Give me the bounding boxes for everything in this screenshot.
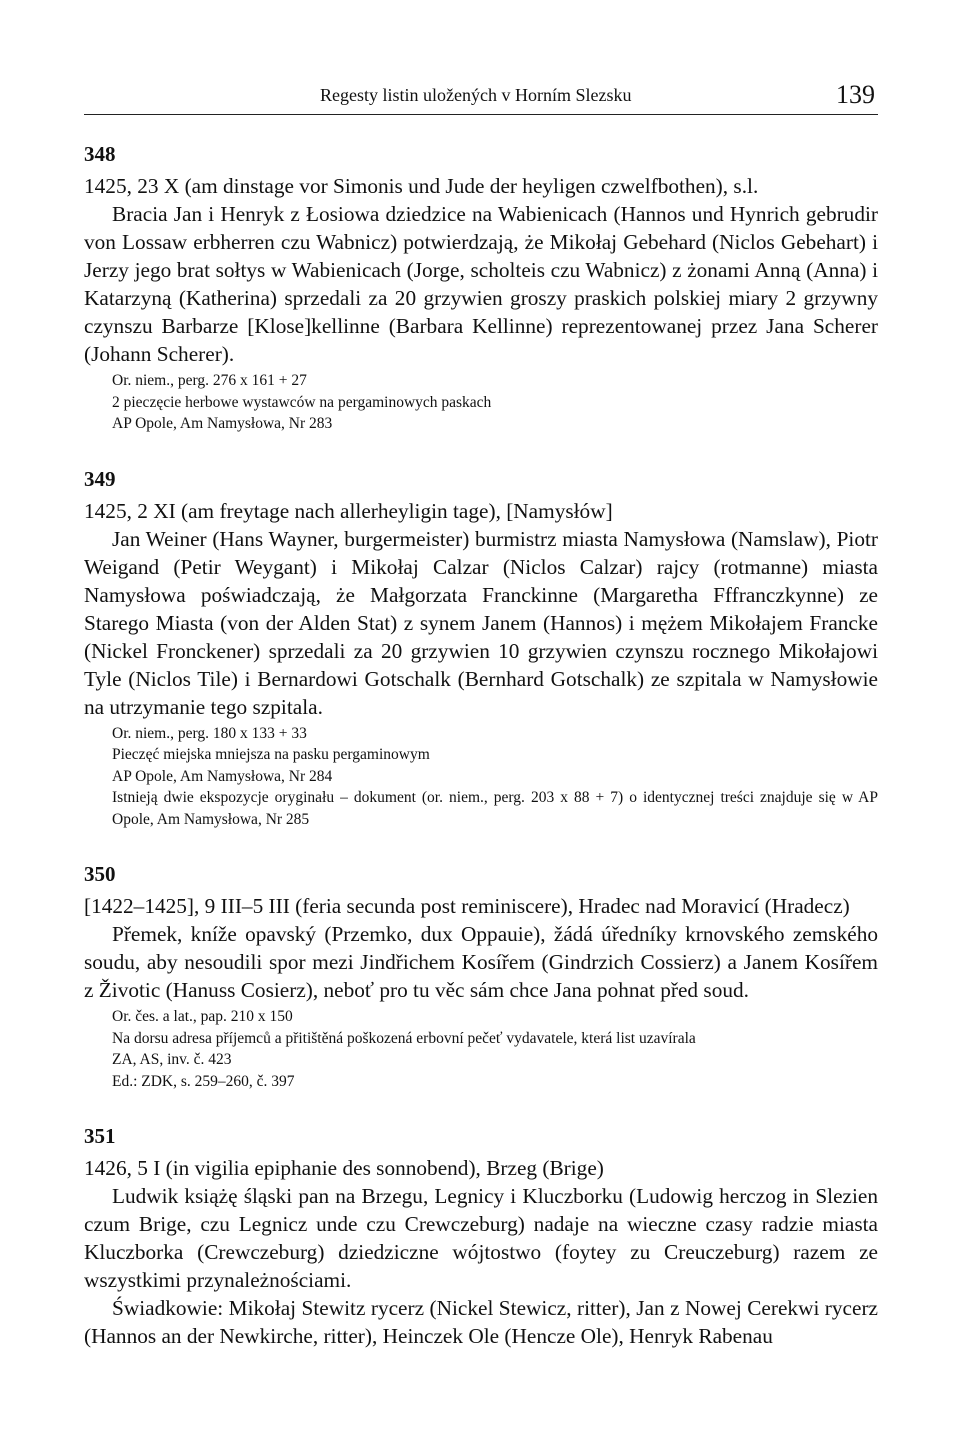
- note-line: ZA, AS, inv. č. 423: [112, 1051, 232, 1068]
- entry-body: Jan Weiner (Hans Wayner, burgermeister) burmistrz miasta Namysłowa (Namslaw), Piotr Weigand (Petir Weygant) i Mikołaj Calzar (Niclos Calzar) rajcy (rotmanne) miasta Namysłowa poświadczają, że Małgorzata Franckinne (Margaretha Fffranczkynne) ze Starego Miasta (von der Alden Stat) z synem Janem (Hannos) i mężem Mikołajem Francke (Nickel Fronckener) sprzedali za 20 grzywien 10 grzywien czynszu rocznego Mikołajowi Tyle (Niclos Tile) i Bernardowi Gotschalk (Bernhard Gotschalk) ze szpitala w Namysłowie na utrzymanie tego szpitala.: [84, 526, 878, 719]
- page-number: 139: [836, 80, 875, 109]
- entry-350: [84, 860, 878, 1092]
- entry-number: 351: [84, 1124, 116, 1148]
- note-line: Or. niem., perg. 276 x 161 + 27: [112, 372, 307, 389]
- entry-body: Bracia Jan i Henryk z Łosiowa dziedzice na Wabienicach (Hannos und Hynrich gebrudir von Lossaw erbherren czu Wabnicz) potwierdzają, że Mikołaj Gebehard (Niclos Gebehart) i Jerzy jego brat sołtys w Wabienicach (Jorge, scholteis czu Wabnicz) z żonami Anną (Anna) i Katarzyną (Katherina) sprzedali za 20 grzywien groszy praskich polskiej miary 2 grzywny czynszu Barbarze [Klose]kellinne (Barbara Kellinne) reprezentowanej przez Jana Scherer (Johann Scherer).: [84, 202, 878, 366]
- entry-date-line: 1425, 2 XI (am freytage nach allerheyligin tage), [Namysłów]: [84, 498, 613, 523]
- note-line: Ed.: ZDK, s. 259–260, č. 397: [112, 1072, 295, 1090]
- entry-body: Ludwik książę śląski pan na Brzegu, Legnicy i Kluczborku (Ludowig herczog in Slezien czum Brige, czu Legnicz unde czu Crewczeburg) nadaje na wieczne czasy radzie miasta Kluczborka (Crewczeburg) dziedziczne wójtostwo (foytey zu Creuczeburg) razem ze wszystkimi przynależnościami.: [84, 1184, 878, 1292]
- page-content: [84, 140, 878, 1380]
- entry-351: [84, 1122, 878, 1350]
- note-line: Istnieją dwie ekspozycje oryginału – dokument (or. niem., perg. 203 x 88 + 7) o identycznej treści znajduje się w AP Opole, Am Namysłowa, Nr 285: [112, 789, 878, 828]
- running-header: Regesty listin uložených v Horním Slezsku: [320, 85, 632, 105]
- note-line: 2 pieczęcie herbowe wystawców na pergaminowych paskach: [112, 393, 492, 411]
- entry-witnesses: Świadkowie: Mikołaj Stewitz rycerz (Nickel Stewicz, ritter), Jan z Nowej Cerekwi rycerz (Hannos an der Newkirche, ritter), Heinczek Ole (Hencze Ole), Henryk Rabenau: [84, 1296, 878, 1348]
- entry-body: Přemek, kníže opavský (Przemko, dux Oppauie), žádá úředníky krnovského zemského soudu, aby nesoudili spor mezi Jindřichem Kosířem (Gindrzich Cossierz) a Janem Kosířem z Životic (Hanuss Cosierz), neboť pro tu věc sám chce Jana pohnat před soud.: [84, 922, 878, 1002]
- entry-date-line: 1425, 23 X (am dinstage vor Simonis und Jude der heyligen czwelfbothen), s.l.: [84, 174, 759, 198]
- note-line: Or. čes. a lat., pap. 210 x 150: [112, 1008, 293, 1025]
- note-line: AP Opole, Am Namysłowa, Nr 283: [112, 415, 333, 432]
- entry-number: 349: [84, 466, 116, 491]
- note-line: Na dorsu adresa příjemců a přitištěná poškozená erbovní pečeť vydavatele, která list uzavírala: [112, 1029, 696, 1047]
- entry-348: [84, 140, 878, 435]
- note-line: Or. niem., perg. 180 x 133 + 33: [112, 724, 307, 742]
- entry-notes: [112, 1006, 878, 1092]
- entry-349: [84, 465, 878, 831]
- entry-number: 350: [84, 862, 116, 886]
- note-line: Pieczęć miejska mniejsza na pasku pergaminowym: [112, 746, 430, 763]
- entry-notes: [112, 723, 878, 831]
- entry-number: 348: [84, 142, 116, 166]
- note-line: AP Opole, Am Namysłowa, Nr 284: [112, 767, 333, 785]
- entry-date-line: 1426, 5 I (in vigilia epiphanie des sonnobend), Brzeg (Brige): [84, 1156, 604, 1180]
- entry-notes: [112, 370, 878, 435]
- entry-date-line: [1422–1425], 9 III–5 III (feria secunda post reminiscere), Hradec nad Moravicí (Hradecz): [84, 894, 850, 918]
- header-rule: [84, 114, 878, 115]
